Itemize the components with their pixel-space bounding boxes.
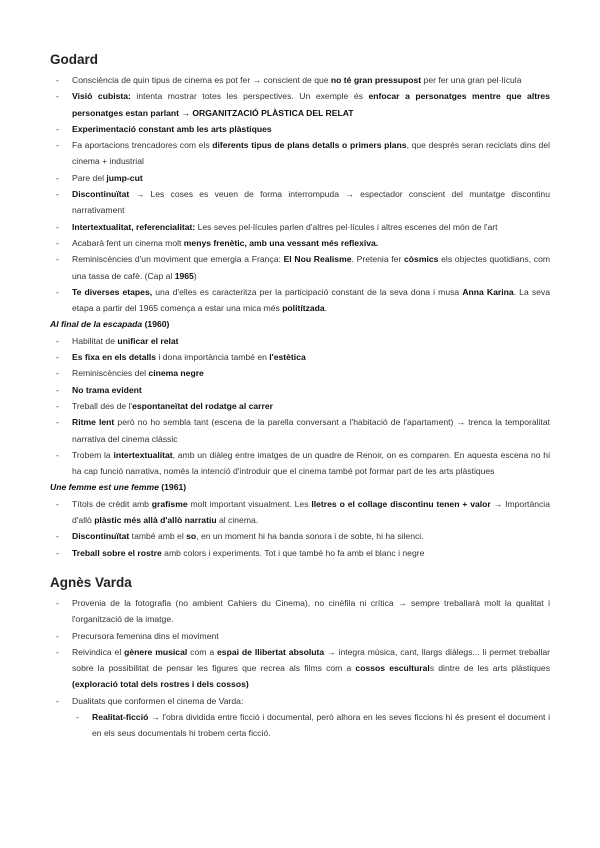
text: Reminiscències del <box>72 368 149 379</box>
list-item <box>50 72 550 88</box>
bold-text: Discontinuïtat <box>72 189 130 200</box>
subheading-escapada-year: (1960) <box>142 319 170 330</box>
text: ) <box>193 270 197 281</box>
list-item <box>50 398 550 414</box>
subheading-escapada-title: Al final de la escapada <box>50 319 143 330</box>
bold-text: No trama evident <box>72 384 142 395</box>
text: Treball des de l' <box>72 400 133 411</box>
godard-list <box>50 72 550 316</box>
subheading-femme-year: (1961) <box>158 482 187 493</box>
text: Provenia de la fotografia (no ambient Cahiers du Cinema), no cinèfila ni crítica → sempre treballarà molt la qualitat i l'organització de la imatge. <box>72 597 550 625</box>
list-item <box>50 628 550 644</box>
bold-text: plàstic més allà d'allò narratiu <box>94 515 217 526</box>
subheading-femme-title: Une femme est une femme <box>50 482 159 493</box>
list-item <box>50 88 550 121</box>
list-item <box>50 219 550 235</box>
bold-text: Treball sobre el rostre <box>72 547 162 558</box>
text: Títols de crèdit amb <box>72 498 152 509</box>
bold-text: jump-cut <box>106 172 143 183</box>
text: . La seva etapa a partir del 1965 comença a estar una mica més <box>72 286 551 314</box>
text: molt important visualment. Les <box>187 498 312 509</box>
bold-text: lletres o el collage discontinu tenen + valor <box>311 498 491 509</box>
text: els objectes quotidians, com una tassa de cafè. (Cap al <box>72 254 551 281</box>
text: . Pretenia fer <box>351 254 405 265</box>
bold-text: El Nou Realisme <box>283 254 352 265</box>
list-item <box>50 170 550 186</box>
text: una d'elles es caracteritza per la participació constant de la seva dona i musa <box>152 286 463 297</box>
subheading-femme <box>50 479 550 495</box>
bold-text: enfocar a personatges mentre que altres personatges estan parlant → ORGANITZACIÓ PLÀSTICA DEL RELAT <box>72 91 550 118</box>
list-item <box>50 349 550 365</box>
list-item <box>50 121 550 137</box>
list-item <box>50 496 550 529</box>
varda-sub-list <box>50 709 550 742</box>
bold-text: grafisme <box>151 498 188 509</box>
list-item <box>50 528 550 544</box>
list-item <box>50 235 550 251</box>
list-item <box>50 382 550 398</box>
bold-text: menys frenètic, amb una vessant més reflexiva. <box>183 237 379 248</box>
list-item <box>50 186 550 219</box>
text: → integra música, cant, llargs diàlegs... li permet treballar sobre la possibilitat de pensar les figures que recrea als films com a <box>72 646 550 674</box>
escapada-list <box>50 333 550 480</box>
bold-text: l'estètica <box>269 352 306 363</box>
subheading-escapada <box>50 316 550 332</box>
varda-list <box>50 595 550 709</box>
text: Precursora femenina dins el moviment <box>72 630 219 641</box>
text: al cinema. <box>216 515 259 526</box>
bold-text: Visió cubista: <box>72 91 131 102</box>
text: i dona importància també en <box>156 352 270 363</box>
list-item <box>50 333 550 349</box>
bold-text: Ritme lent <box>72 417 115 428</box>
text: amb colors i experiments. Tot i que també ho fa amb el blanc i negre <box>161 547 425 558</box>
text: Fa aportacions trencadores com els <box>72 140 213 151</box>
bold-text: Intertextualitat, referencialitat: <box>72 221 196 232</box>
bold-text: no té gran pressupost <box>330 75 422 85</box>
bold-text: Experimentació constant amb les arts plàstiques <box>72 123 272 134</box>
list-item <box>50 595 550 628</box>
bold-text: politítzada <box>282 303 325 314</box>
list-item <box>50 137 550 170</box>
bold-text: unificar el relat <box>117 335 179 346</box>
bold-text: gènere musical <box>124 646 188 657</box>
text: Pare del <box>72 172 107 183</box>
text: Trobem la <box>72 449 114 460</box>
text: Dualitats que conformen el cinema de Varda: <box>72 695 244 706</box>
text: Reminiscències d'un moviment que emergia a França: <box>72 254 284 265</box>
list-item <box>50 414 550 447</box>
femme-list <box>50 496 550 561</box>
bold-text: còsmics <box>404 254 439 265</box>
bold-text: (exploració total dels rostres i dels cossos) <box>72 679 249 690</box>
text: . <box>324 303 328 314</box>
bold-text: espai de llibertat absoluta <box>217 646 325 657</box>
bold-text: Te diverses etapes, <box>72 286 153 297</box>
list-item <box>50 447 550 480</box>
text: per fer una gran pel·lícula <box>421 75 522 85</box>
bold-text: cossos escultural <box>355 663 430 674</box>
text: Acabarà fent un cinema molt <box>72 237 184 248</box>
bold-text: Discontinuïtat <box>72 531 130 542</box>
list-item <box>50 644 550 693</box>
text: també amb el <box>129 531 187 542</box>
text: , en un moment hi ha banda sonora i de sobte, hi ha silenci. <box>196 531 424 542</box>
heading-varda: Agnès Varda <box>50 574 132 590</box>
text: → Les coses es veuen de forma interrompuda → espectador conscient del muntatge discontinu narrativament <box>72 189 550 216</box>
text: intenta mostrar totes les perspectives. Un exemple és <box>130 91 369 102</box>
list-item <box>50 693 550 709</box>
heading-godard: Godard <box>50 52 99 67</box>
text: com a <box>187 646 218 657</box>
text: → Importància d'allò <box>72 498 550 526</box>
bold-text: so <box>186 531 197 542</box>
bold-text: cinema negre <box>148 368 204 379</box>
text: Les seves pel·lícules parlen d'altres pel·lícules i altres escenes del món de l'art <box>195 221 498 232</box>
text: però no ho sembla tant (escena de la parella conversant a l'habitació de l'apartament) → trenca la temporalitat narrativa del cinema clàssic <box>72 417 550 444</box>
text: → l'obra dividida entre ficció i documental, però alhora en les seves ficcions hi és present el document i en els seus documentals hi trobem certa ficció. <box>92 711 550 739</box>
text: Reivindica el <box>72 646 125 657</box>
list-item <box>70 709 550 742</box>
list-item <box>50 365 550 381</box>
bold-text: Es fixa en els detalls <box>72 352 157 363</box>
text: Consciència de quin tipus de cinema es pot fer → conscient de que <box>72 75 331 85</box>
bold-text: 1965 <box>174 270 194 281</box>
text: , amb un diàleg entre imatges de un quadre de Renoir, on es comparen. En aquesta escena no hi ha cap funció narrativa, només la intenció d'introduir que el cinema també pot formar part de les arts plàstiques <box>72 449 550 477</box>
text: Habilitat de <box>72 335 118 346</box>
bold-text: intertextualitat <box>113 449 173 460</box>
list-item <box>50 251 550 284</box>
bold-text: Realitat-ficció <box>92 711 149 722</box>
bold-text: espontaneïtat del rodatge al carrer <box>132 400 273 411</box>
list-item <box>50 284 550 317</box>
text: s dintre de les arts plàstiques <box>429 663 550 674</box>
bold-text: Anna Karina <box>462 286 514 297</box>
bold-text: diferents tipus de plans detalls o primers plans <box>212 140 407 151</box>
text: , que després seran reciclats dins del cinema + industrial <box>72 140 551 167</box>
list-item <box>50 545 550 561</box>
